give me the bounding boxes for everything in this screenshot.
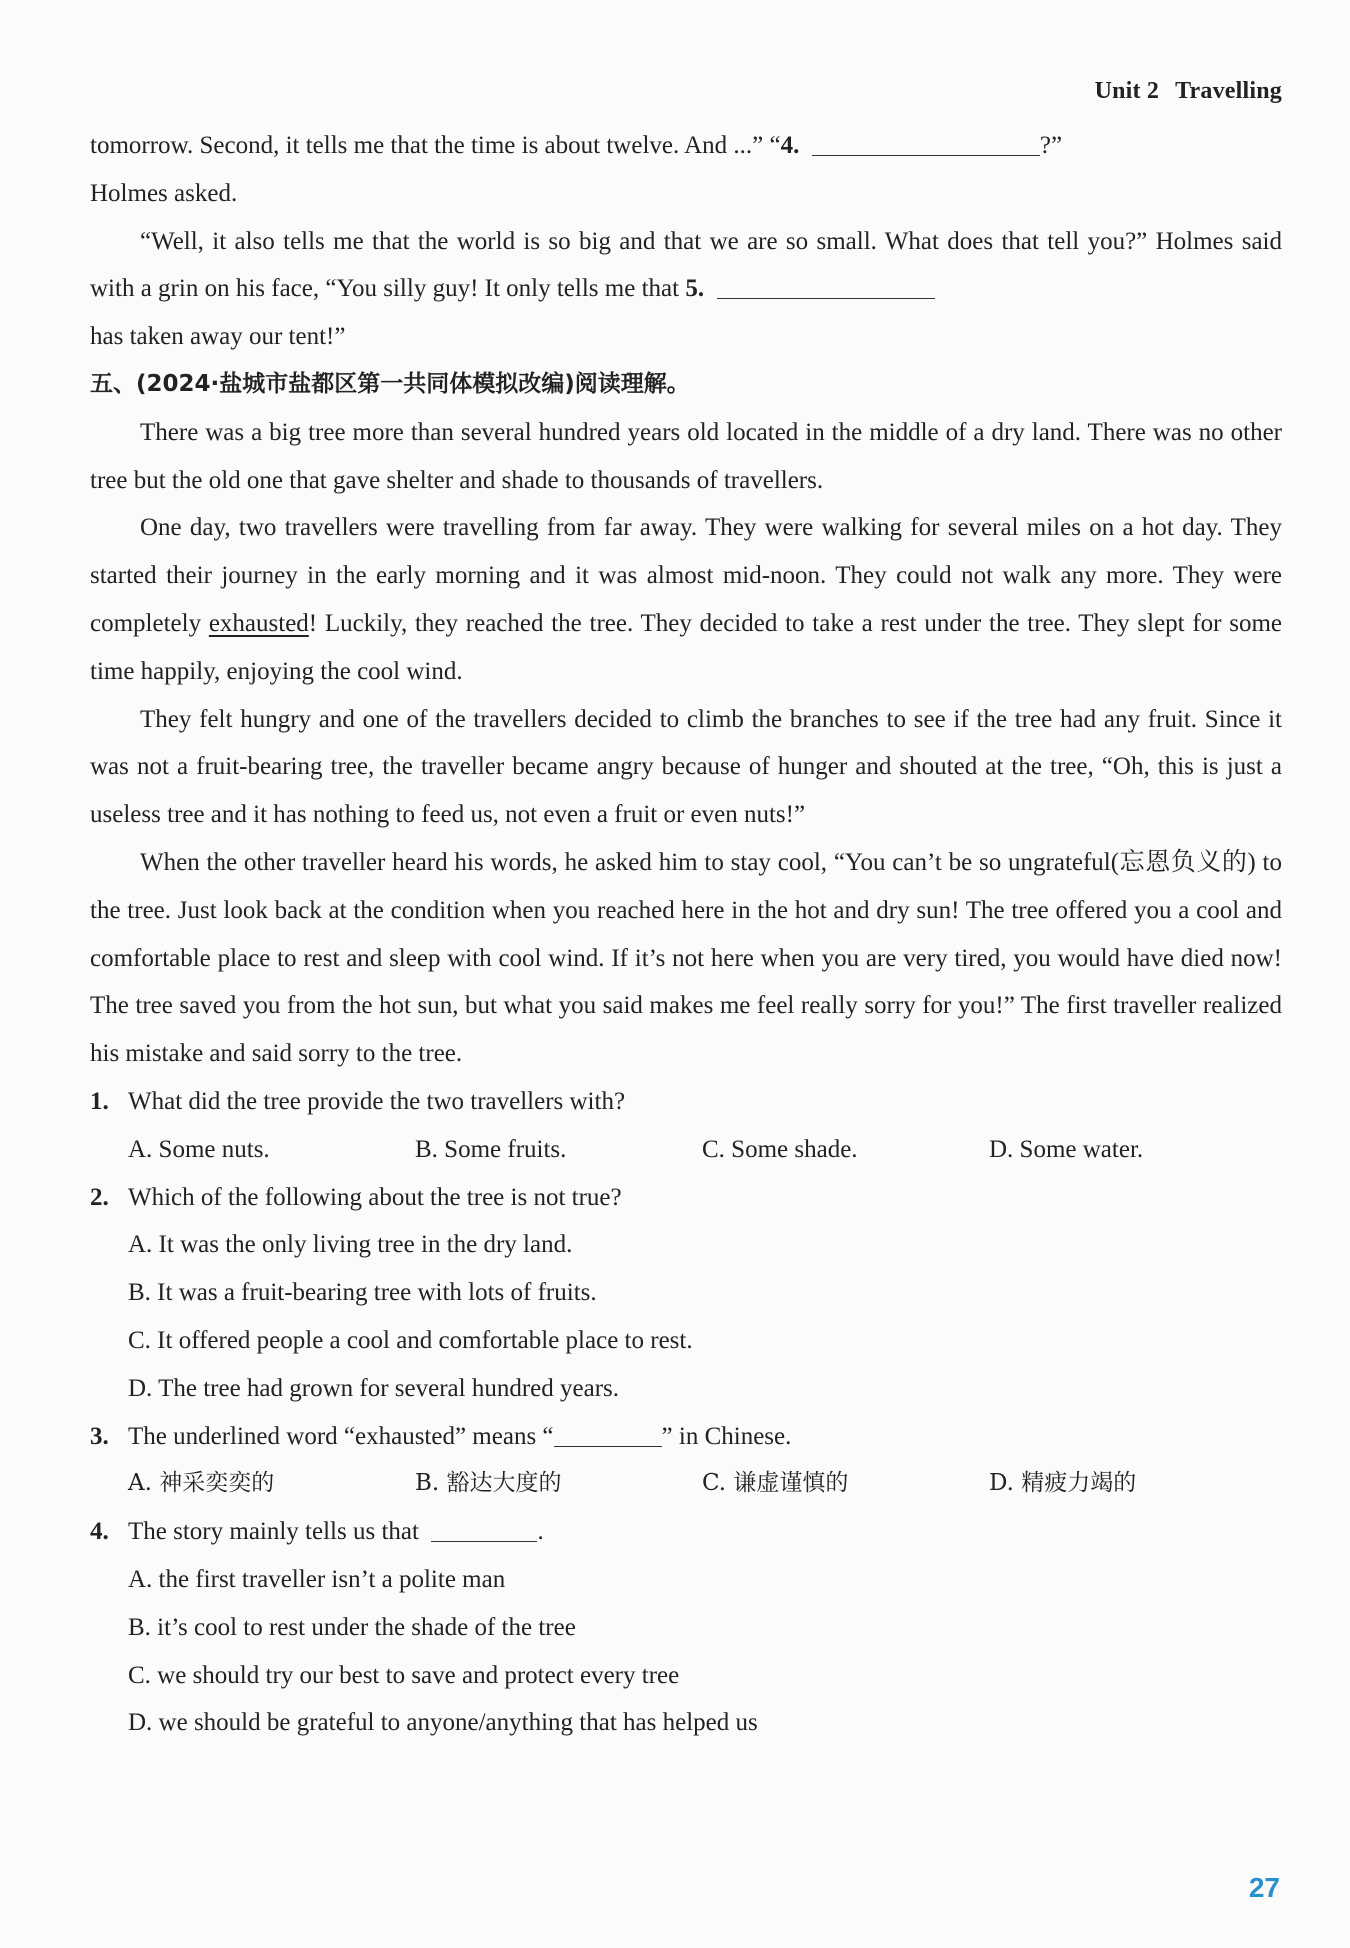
- question-2: [90, 1174, 1282, 1222]
- running-header: [1095, 78, 1282, 105]
- option-d[interactable]: D. Some water.: [989, 1135, 1144, 1163]
- option-b[interactable]: B. It was a fruit-bearing tree with lots of fruits.: [128, 1279, 597, 1307]
- question-4: [90, 1508, 1282, 1556]
- answer-blank[interactable]: [717, 273, 935, 299]
- question-text: The underlined word “exhausted” means “ ” in Chinese.: [128, 1422, 792, 1450]
- answer-blank[interactable]: [431, 1516, 537, 1542]
- blank-number: 4.: [780, 132, 800, 159]
- reading-paragraph: One day, two travellers were travelling from far away. They were walking for several miles on a hot day. They started their journey in the early morning and it was almost mid-noon. They could not walk any more. They were completely exhausted! Luckily, they reached the tree. They decided to take a rest under the tree. They slept for some time happily, enjoying the cool wind.: [90, 514, 1283, 685]
- question-1: [90, 1078, 1282, 1126]
- options-row: [90, 1126, 1282, 1174]
- unit-label: Unit 2: [1094, 78, 1160, 104]
- reading-paragraph: They felt hungry and one of the travellers decided to climb the branches to see if the tree had any fruit. Since it was not a fruit-bearing tree, the traveller became angry because of hunger and shouted at the tree, “Oh, this is just a useless tree and it has nothing to feed us, not even a fruit or even nuts!”: [90, 705, 1282, 829]
- reading-paragraph: There was a big tree more than several hundred years old located in the middle of a dry land. There was no other tree but the old one that gave shelter and shade to thousands of travellers.: [90, 418, 1282, 494]
- blank-number: 5.: [685, 275, 705, 303]
- passage-line: Holmes asked.: [90, 179, 238, 207]
- option-c[interactable]: C. It offered people a cool and comfortable place to rest.: [128, 1326, 693, 1354]
- option-c[interactable]: C. we should try our best to save and protect every tree: [128, 1661, 680, 1689]
- question-number: 2.: [90, 1183, 109, 1211]
- question-text: Which of the following about the tree is not true?: [128, 1183, 622, 1211]
- option-d[interactable]: D. we should be grateful to anyone/anything that has helped us: [128, 1709, 758, 1737]
- unit-title: Travelling: [1175, 78, 1282, 104]
- question-number: 1.: [90, 1087, 109, 1115]
- question-number: 4.: [90, 1518, 109, 1546]
- passage-paragraph: “Well, it also tells me that the world is so big and that we are so small. What does that tell you?” Holmes said with a grin on his face, “You silly guy! It only tells me that 5. has taken away our tent!”: [90, 227, 1282, 351]
- option-c[interactable]: C. 谦虚谨慎的: [702, 1470, 849, 1497]
- answer-blank[interactable]: [554, 1421, 662, 1447]
- options-row: [90, 1460, 1282, 1508]
- page-content: [90, 122, 1282, 1747]
- question-3: [90, 1413, 1282, 1461]
- answer-blank[interactable]: [812, 130, 1040, 156]
- option-b[interactable]: B. it’s cool to rest under the shade of the tree: [128, 1613, 576, 1641]
- question-text: The story mainly tells us that .: [128, 1518, 544, 1546]
- option-d[interactable]: D. 精疲力竭的: [989, 1470, 1137, 1497]
- reading-paragraph: When the other traveller heard his words, he asked him to stay cool, “You can’t be so ungrateful(忘恩负义的) to the tree. Just look back at the condition when you reached here in the hot and dry sun! The tree offered you a cool and comfortable place to rest and sleep with cool wind. If it’s not here when you are very tired, you would have died now! The tree saved you from the hot sun, but what you said makes me feel really sorry for you!” The first traveller realized his mistake and said sorry to the tree.: [90, 848, 1282, 1068]
- option-b[interactable]: B. Some fruits.: [415, 1135, 567, 1163]
- underlined-word: exhausted: [208, 609, 309, 637]
- question-number: 3.: [90, 1422, 109, 1450]
- passage-line: tomorrow. Second, it tells me that the time is about twelve. And ...” “4. ?”: [90, 132, 1063, 159]
- section-title: 五、(2024·盐城市盐都区第一共同体模拟改编)阅读理解。: [90, 370, 690, 397]
- option-a[interactable]: A. It was the only living tree in the dry land.: [128, 1231, 573, 1259]
- option-b[interactable]: B. 豁达大度的: [415, 1470, 562, 1497]
- option-d[interactable]: D. The tree had grown for several hundred years.: [128, 1374, 620, 1402]
- option-a[interactable]: A. Some nuts.: [128, 1135, 270, 1163]
- option-a[interactable]: A. the first traveller isn’t a polite man: [128, 1565, 506, 1593]
- option-c[interactable]: C. Some shade.: [702, 1135, 858, 1163]
- question-text: What did the tree provide the two travellers with?: [128, 1087, 626, 1115]
- option-a[interactable]: A. 神采奕奕的: [128, 1470, 275, 1497]
- page-number: 27: [1248, 1872, 1280, 1903]
